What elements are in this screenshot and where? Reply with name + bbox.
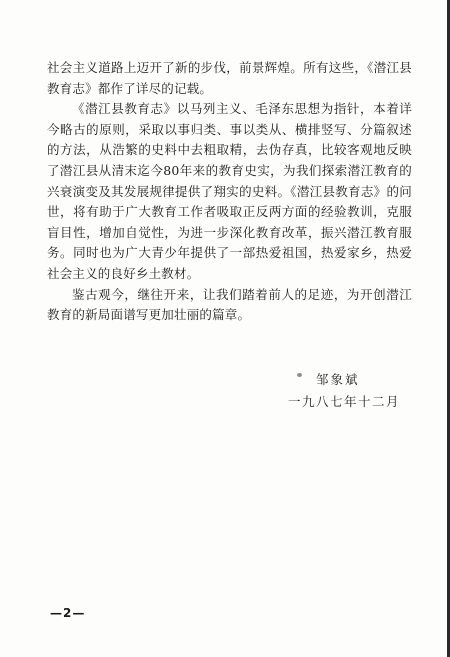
paragraph-closing: 鉴古观今，继往开来，让我们踏着前人的足迹，为开创潜江教育的新局面谱写更加壮丽的篇章。 xyxy=(47,286,412,323)
scan-mark xyxy=(297,373,302,377)
body-text xyxy=(47,58,412,326)
author-signature: 邹象斌 xyxy=(316,372,360,387)
paragraph-continuation: 社会主义道路上迈开了新的步伐，前景辉煌。所有这些，《潜江县教育志》都作了详尽的记载。 xyxy=(47,60,412,96)
date-line: 一九八七年十二月 xyxy=(288,394,401,409)
page-number: —2— xyxy=(50,606,86,620)
paragraph-main: 《潜江县教育志》以马列主义、毛泽东思想为指针，本着详今略古的原则，采取以事归类、事以类从、横排竖写、分篇叙述的方法，从浩繁的史料中去粗取精，去伪存真，比较客观地反映了潜江县从清末迄今80年来的教育史实，为我们探索潜江教育的兴衰演变及其发展规律提供了翔实的史料。《潜江县教育志》的问世，将有助于广大教育工作者吸取正反两方面的经验教训，克服盲目性，增加自觉性，为进一步深化教育改革，振兴潜江教育服务。同时也为广大青少年提供了一部热爱祖国，热爱家乡，热爱社会主义的良好乡土教材。 xyxy=(47,101,412,281)
